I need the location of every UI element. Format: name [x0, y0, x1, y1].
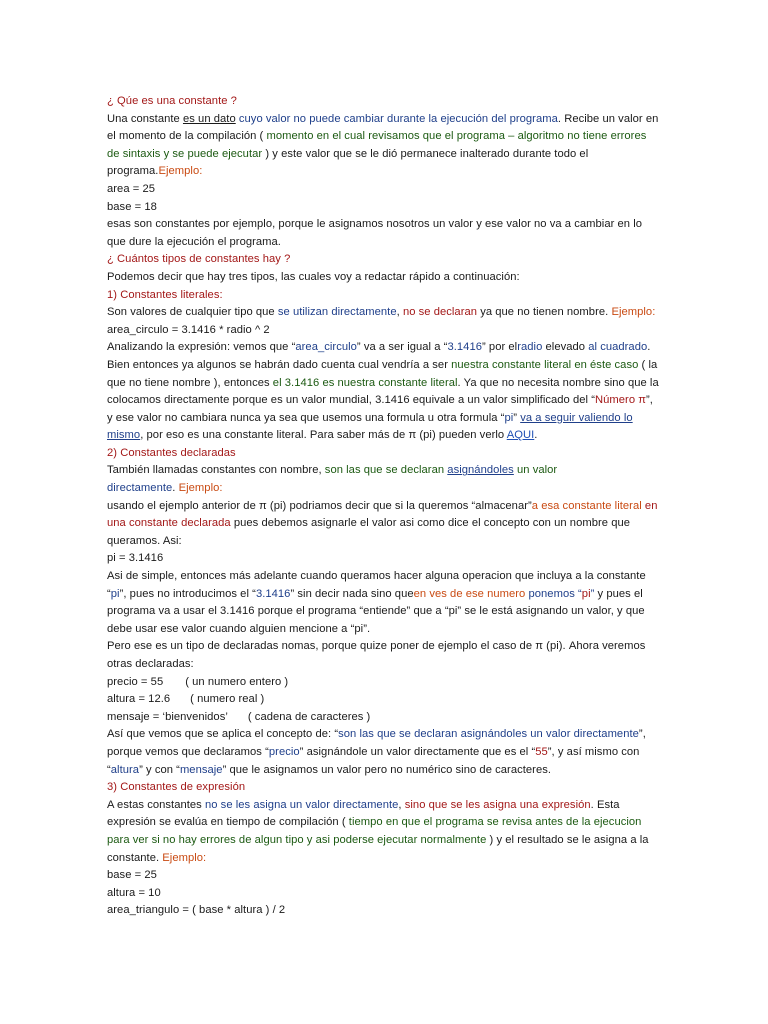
example-label: Ejemplo:	[158, 165, 203, 178]
code-line: area_triangulo = ( base * altura ) / 2	[107, 904, 286, 917]
text-span: que no tiene nombre ), entonces	[107, 376, 273, 389]
text-line	[107, 111, 663, 129]
text-line	[107, 832, 663, 850]
code-comment: ( numero real )	[190, 693, 265, 706]
text-span: elevado	[542, 341, 589, 354]
text-span: ,	[396, 306, 403, 319]
text-span: programa.	[107, 165, 159, 178]
example-label: Ejemplo:	[162, 851, 207, 864]
text-span: Son valores de cualquier tipo que	[107, 306, 278, 319]
code-line: area_circulo = 3.1416 * radio ^ 2	[107, 323, 270, 336]
text-span: ”,	[638, 728, 646, 741]
code-line: area = 25	[107, 182, 156, 195]
text-span: y pues el	[594, 587, 643, 600]
highlight-text: Número π	[595, 394, 647, 407]
underlined-text: va a seguir valiendo lo	[520, 411, 633, 424]
text-span: colocamos directamente porque es un valor mundial, 3.1416 equivale a un valor simplificado del “	[107, 394, 595, 407]
text-span: ) y el resultado se le asigna a la	[486, 833, 649, 846]
code-line: base = 18	[107, 200, 157, 213]
highlight-text: 55	[535, 745, 548, 758]
text-span: .	[647, 341, 651, 354]
text-line: que dure la ejecución el programa.	[107, 235, 281, 248]
underlined-text: mismo	[107, 429, 141, 442]
highlight-text: en ves de ese numero	[413, 587, 529, 600]
text-span: Analizando la expresión: vemos que “	[107, 341, 296, 354]
section-heading-literales: 1) Constantes literales:	[107, 288, 223, 301]
text-span: el momento de la compilación (	[107, 130, 267, 143]
text-span: pues debemos asignarle el valor asi como dice el concepto con un nombre que	[230, 517, 631, 530]
paragraph-definition	[107, 111, 663, 181]
text-span: ” que le asignamos un valor pero no numérico sino de caracteres.	[222, 763, 552, 776]
highlight-text: radio	[517, 341, 543, 354]
text-span: Una constante	[107, 112, 183, 125]
highlight-text: altura	[110, 763, 140, 776]
text-span: ( la	[638, 358, 658, 371]
text-span: .	[172, 482, 179, 495]
code-line	[107, 674, 663, 692]
aqui-link[interactable]: AQUI	[506, 429, 535, 442]
highlight-text: al cuadrado	[588, 341, 648, 354]
text-span: porque vemos que declaramos “	[107, 745, 269, 758]
highlight-text: el 3.1416 es nuestra constante literal	[272, 376, 458, 389]
text-line: Asi de simple, entonces más adelante cuando queramos hacer alguna operacion que incluya a la constante	[107, 570, 646, 583]
highlight-text: no se les asigna un valor directamente	[204, 798, 399, 811]
highlight-text: ponemos “	[528, 587, 582, 600]
text-line	[107, 357, 663, 375]
highlight-text: para ver si no hay errores de algun tipo y asi poderse ejecutar normalmente	[107, 833, 487, 846]
highlight-text: sino que se les asigna una expresión	[404, 798, 591, 811]
code-line	[107, 691, 663, 709]
text-line	[107, 586, 663, 604]
text-span: ”,	[646, 394, 653, 407]
underlined-text: asignándoles	[447, 464, 514, 477]
text-span: ” sin decir nada sino que	[290, 587, 414, 600]
code-line: altura = 10	[107, 886, 161, 899]
text-span: ) y este valor que se le dió permanece inalterado durante todo el	[262, 147, 589, 160]
text-line	[107, 304, 663, 322]
text-span: . Ya que no necesita nombre sino que la	[457, 376, 659, 389]
text-line	[107, 146, 663, 164]
question-heading-2: ¿ Cuántos tipos de constantes hay ?	[107, 253, 291, 266]
code-text: altura = 12.6	[107, 693, 171, 706]
highlight-text: se utilizan directamente	[277, 306, 397, 319]
text-span: . Recibe un valor en	[557, 112, 659, 125]
highlight-text: un valor	[513, 464, 558, 477]
highlight-text: momento en el cual revisamos que el programa – algoritmo no tiene errores	[266, 130, 647, 143]
text-span: Así que vemos que se aplica el concepto de: “	[107, 728, 339, 741]
highlight-text: directamente	[107, 482, 173, 495]
highlight-text: pi	[504, 411, 514, 424]
text-span: ”	[513, 411, 521, 424]
text-line: queramos. Asi:	[107, 534, 182, 547]
text-span: ”, y así mismo con	[547, 745, 640, 758]
text-span: Bien entonces ya algunos se habrán dado cuenta cual vendría a ser	[107, 358, 452, 371]
text-line: debe usar ese valor cuando alguien mencione a “pi”.	[107, 622, 371, 635]
highlight-text: a esa constante literal	[531, 499, 642, 512]
text-line	[107, 814, 663, 832]
text-line	[107, 392, 663, 410]
text-line	[107, 375, 663, 393]
highlight-text: ”	[590, 587, 595, 600]
text-line: otras declaradas:	[107, 658, 194, 670]
text-line	[107, 480, 663, 498]
highlight-text: cuyo valor no puede cambiar durante la ejecución del programa	[235, 112, 558, 125]
code-text: mensaje = ‘bienvenidos’	[107, 710, 228, 723]
text-line	[107, 744, 663, 762]
text-span: ya que no tienen nombre.	[477, 306, 612, 319]
text-line: programa va a usar el 3.1416 porque el programa “entiende” que a “pi” se le está asignando un valor, y que	[107, 605, 645, 618]
text-span: ” va a ser igual a “	[356, 341, 448, 354]
text-line	[107, 762, 663, 780]
text-span: expresión se evalúa en tiempo de compilación (	[107, 816, 349, 829]
code-comment: ( un numero entero )	[185, 675, 289, 688]
text-line	[107, 726, 663, 744]
text-span: ” por el	[482, 341, 518, 354]
highlight-text: area_circulo	[295, 341, 357, 354]
text-span: constante.	[107, 851, 163, 864]
text-line: Podemos decir que hay tres tipos, las cuales voy a redactar rápido a continuación:	[107, 270, 520, 283]
text-span: ”, pues no introducimos el “	[119, 587, 256, 600]
text-span: ,	[398, 798, 405, 811]
highlight-text: precio	[268, 745, 300, 758]
code-line: base = 25	[107, 869, 157, 882]
text-line	[107, 339, 663, 357]
text-line	[107, 427, 663, 445]
underlined-text: es un dato	[182, 112, 236, 125]
highlight-text: nuestra constante literal en éste caso	[451, 358, 639, 371]
text-line	[107, 410, 663, 428]
text-span: ” y con “	[139, 763, 180, 776]
text-line	[107, 163, 663, 181]
code-line: pi = 3.1416	[107, 552, 164, 565]
text-span: , por eso es una constante literal. Para saber más de π (pi) pueden verlo	[140, 429, 507, 442]
text-line	[107, 515, 663, 533]
text-span: A estas constantes	[107, 798, 205, 811]
text-line	[107, 462, 663, 480]
example-label: Ejemplo:	[611, 306, 656, 319]
section-heading-expresion: 3) Constantes de expresión	[107, 781, 246, 794]
highlight-text: una constante declarada	[107, 517, 231, 530]
text-line	[107, 850, 663, 868]
text-line	[107, 797, 663, 815]
text-span: También llamadas constantes con nombre,	[107, 464, 325, 477]
highlight-text: 3.1416	[447, 341, 482, 354]
highlight-text: no se declaran	[402, 306, 478, 319]
highlight-text: 3.1416	[255, 587, 291, 600]
code-line	[107, 709, 663, 727]
code-text: precio = 55	[107, 675, 164, 688]
paragraph-analysis	[107, 339, 663, 445]
text-span: .	[534, 429, 538, 442]
code-comment: ( cadena de caracteres )	[247, 710, 371, 723]
highlight-text: pi	[110, 587, 120, 600]
highlight-text: son las que se declaran	[324, 464, 445, 477]
text-span: ” asignándole un valor directamente que es el “	[299, 745, 536, 758]
question-heading-1: ¿ Qúe es una constante ?	[107, 95, 237, 107]
text-span: “	[107, 587, 111, 600]
text-line: Pero ese es un tipo de declaradas nomas, porque quize poner de ejemplo el caso de π (pi). Ahora veremos	[107, 640, 646, 653]
highlight-text: mensaje	[179, 763, 223, 776]
text-line	[107, 128, 663, 146]
highlight-text: tiempo en que el programa se revisa antes de la ejecucion	[348, 816, 642, 829]
highlight-text: en	[641, 499, 658, 512]
example-label: Ejemplo:	[178, 482, 223, 495]
highlight-text: de sintaxis y se puede ejecutar	[107, 147, 263, 160]
document-page	[107, 93, 663, 920]
section-heading-declaradas: 2) Constantes declaradas	[107, 446, 236, 459]
text-span: “	[107, 763, 111, 776]
text-line: esas son constantes por ejemplo, porque le asignamos nosotros un valor y ese valor no va a cambiar en lo	[107, 218, 643, 231]
text-line	[107, 498, 663, 516]
text-span: y ese valor no cambiara nunca ya sea que usemos una formula u otra formula “	[107, 411, 505, 424]
highlight-text: son las que se declaran asignándoles un valor directamente	[338, 728, 639, 741]
highlight-text: pi	[581, 587, 591, 600]
text-span: . Esta	[590, 798, 620, 811]
text-span: usando el ejemplo anterior de π (pi) podriamos decir que si la queremos “almacenar”	[107, 499, 532, 512]
